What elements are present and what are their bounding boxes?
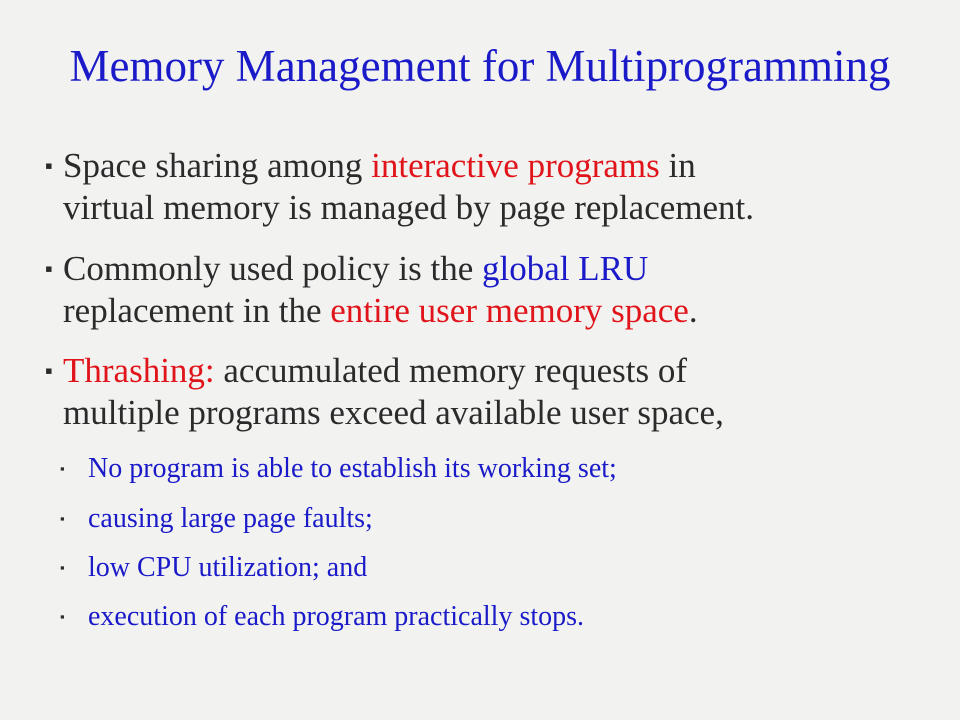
- bullet-text-segment: accumulated memory requests of: [214, 351, 687, 390]
- sub-bullet-text: No program is able to establish its working set;: [88, 453, 617, 484]
- bullet-text-segment: Space sharing among: [63, 146, 372, 185]
- sub-bullet-marker: ▪: [60, 560, 65, 575]
- sub-bullet-text: causing large page faults;: [88, 503, 373, 534]
- sub-bullet-item: [60, 600, 920, 634]
- sub-bullet-text: low CPU utilization; and: [88, 552, 368, 583]
- sub-bullet-text: execution of each program practically stops.: [88, 601, 585, 632]
- highlight-red-text: interactive programs: [371, 146, 660, 185]
- sub-bullet-marker: ▪: [60, 511, 65, 526]
- bullet-text-segment: replacement in the: [63, 291, 331, 330]
- bullet-text-line: virtual memory is managed by page replacement.: [63, 188, 754, 227]
- bullet-marker: ▪: [45, 358, 53, 383]
- sub-bullet-marker: ▪: [60, 461, 65, 476]
- slide-title: Memory Management for Multiprogramming: [69, 41, 891, 91]
- bullet-text-line: multiple programs exceed available user space,: [63, 393, 724, 432]
- bullet-item: [45, 145, 925, 229]
- sub-bullet-item: [60, 452, 920, 486]
- bullet-marker: ▪: [45, 153, 53, 178]
- sub-bullet-marker: ▪: [60, 609, 65, 624]
- bullet-text: [45, 145, 925, 229]
- highlight-red-text: entire user memory space: [330, 291, 689, 330]
- sub-bullet-item: [60, 502, 920, 536]
- sub-bullet-item: [60, 551, 920, 585]
- highlight-blue-text: global LRU: [482, 249, 649, 288]
- bullet-text: [45, 350, 925, 434]
- bullet-text-segment: Commonly used policy is the: [63, 249, 483, 288]
- bullet-item: [45, 248, 925, 332]
- bullet-text-segment: in: [659, 146, 696, 185]
- bullet-text: [45, 248, 925, 332]
- highlight-red-text: Thrashing:: [63, 351, 215, 390]
- bullet-text-segment: .: [688, 291, 698, 330]
- bullet-text-line: [63, 290, 925, 332]
- bullet-marker: ▪: [45, 256, 53, 281]
- bullet-item: [45, 350, 925, 434]
